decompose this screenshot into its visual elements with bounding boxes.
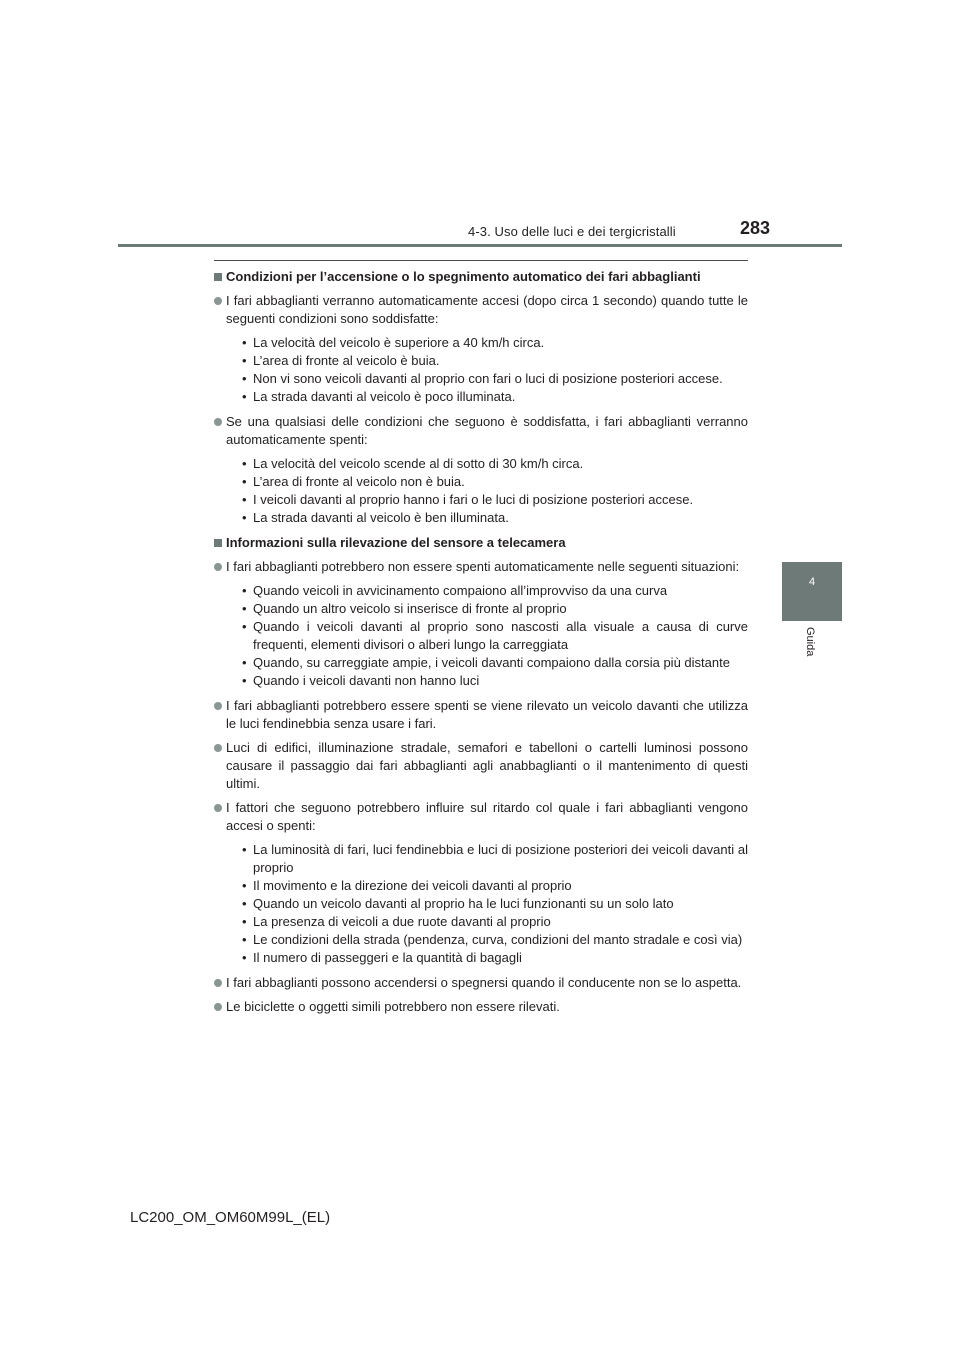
bullet-dot-icon (214, 702, 222, 710)
sub-list-item: • Quando i veicoli davanti non hanno luci (242, 672, 748, 690)
sub-list-item: • La presenza di veicoli a due ruote davanti al proprio (242, 913, 748, 931)
sub-list-item: • Il numero di passeggeri e la quantità di bagagli (242, 949, 748, 967)
bullet-item-text: Se una qualsiasi delle condizioni che seguono è soddisfatta, i fari abbaglianti verranno automaticamente spenti: (226, 414, 748, 447)
sub-list-item: • Le condizioni della strada (pendenza, curva, condizioni del manto stradale e così via) (242, 931, 748, 949)
bullet-item (214, 998, 748, 1016)
sub-list (242, 841, 748, 967)
sub-list-item: • Il movimento e la direzione dei veicoli davanti al proprio (242, 877, 748, 895)
bullet-item (214, 292, 748, 328)
sub-list (242, 334, 748, 406)
sub-list-item: • La strada davanti al veicolo è poco illuminata. (242, 388, 748, 406)
page-number: 283 (740, 218, 771, 238)
chapter-tab-number: 4 (808, 576, 816, 588)
sub-list-item: • Quando veicoli in avvicinamento compaiono all’improvviso da una curva (242, 582, 748, 600)
section-heading: Condizioni per l’accensione o lo spegnimento automatico dei fari abbaglianti (214, 268, 748, 286)
section-rule (214, 260, 748, 261)
sub-list-item: • I veicoli davanti al proprio hanno i fari o le luci di posizione posteriori accese. (242, 491, 748, 509)
header-rule (118, 244, 842, 247)
header-section-title: 4-3. Uso delle luci e dei tergicristalli (468, 224, 676, 239)
bullet-dot-icon (214, 1003, 222, 1011)
bullet-item-text: I fari abbaglianti potrebbero non essere spenti automaticamente nelle seguenti situazioni: (226, 559, 740, 574)
chapter-tab (782, 562, 842, 621)
bullet-item (214, 697, 748, 733)
bullet-item-text: I fattori che seguono potrebbero influire sul ritardo col quale i fari abbaglianti vengono accesi o spenti: (226, 800, 748, 833)
bullet-item-text: I fari abbaglianti verranno automaticamente accesi (dopo circa 1 secondo) quando tutte le seguenti condizioni sono soddisfatte: (226, 293, 748, 326)
sub-list-item: • L’area di fronte al veicolo non è buia. (242, 473, 748, 491)
bullet-dot-icon (214, 804, 222, 812)
sub-list-item: • Quando un veicolo davanti al proprio ha le luci funzionanti su un solo lato (242, 895, 748, 913)
section-heading: Informazioni sulla rilevazione del sensore a telecamera (214, 534, 748, 552)
sub-list-item: • Quando, su carreggiate ampie, i veicoli davanti compaiono dalla corsia più distante (242, 654, 748, 672)
footer-code: LC200_OM_OM60M99L_(EL) (130, 1209, 331, 1226)
sub-list-item: • L’area di fronte al veicolo è buia. (242, 352, 748, 370)
bullet-item (214, 739, 748, 793)
sub-list (242, 582, 748, 690)
sub-list-item: • La luminosità di fari, luci fendinebbia e luci di posizione posteriori dei veicoli davanti al proprio (242, 841, 748, 877)
sub-list-item: • Quando un altro veicolo si inserisce di fronte al proprio (242, 600, 748, 618)
bullet-dot-icon (214, 979, 222, 987)
bullet-dot-icon (214, 297, 222, 305)
bullet-item (214, 558, 748, 576)
bullet-item-text: Luci di edifici, illuminazione stradale, semafori e tabelloni o cartelli luminosi possono causare il passaggio dai fari abbaglianti agli anabbaglianti o il mantenimento di questi ultimi. (226, 740, 748, 791)
bullet-item (214, 799, 748, 835)
bullet-item-text: I fari abbaglianti possono accendersi o spegnersi quando il conducente non se lo aspetta. (226, 975, 742, 990)
sub-list-item: • Quando i veicoli davanti al proprio sono nascosti alla visuale a causa di curve frequenti, elementi divisori o alberi lungo la carreggiata (242, 618, 748, 654)
sub-list-item: • La velocità del veicolo scende al di sotto di 30 km/h circa. (242, 455, 748, 473)
sub-list-item: • La velocità del veicolo è superiore a 40 km/h circa. (242, 334, 748, 352)
bullet-item (214, 974, 748, 992)
bullet-item-text: I fari abbaglianti potrebbero essere spenti se viene rilevato un veicolo davanti che utilizza le luci fendinebbia senza usare i fari. (226, 698, 748, 731)
sub-list-item: • Non vi sono veicoli davanti al proprio con fari o luci di posizione posteriori accese. (242, 370, 748, 388)
chapter-tab-label: Guida (804, 627, 816, 657)
bullet-item (214, 413, 748, 449)
bullet-item-text: Le biciclette o oggetti simili potrebbero non essere rilevati. (226, 999, 560, 1014)
bullet-dot-icon (214, 744, 222, 752)
sub-list-item: • La strada davanti al veicolo è ben illuminata. (242, 509, 748, 527)
bullet-dot-icon (214, 418, 222, 426)
bullet-dot-icon (214, 563, 222, 571)
main-content (214, 268, 748, 1022)
sub-list (242, 455, 748, 527)
